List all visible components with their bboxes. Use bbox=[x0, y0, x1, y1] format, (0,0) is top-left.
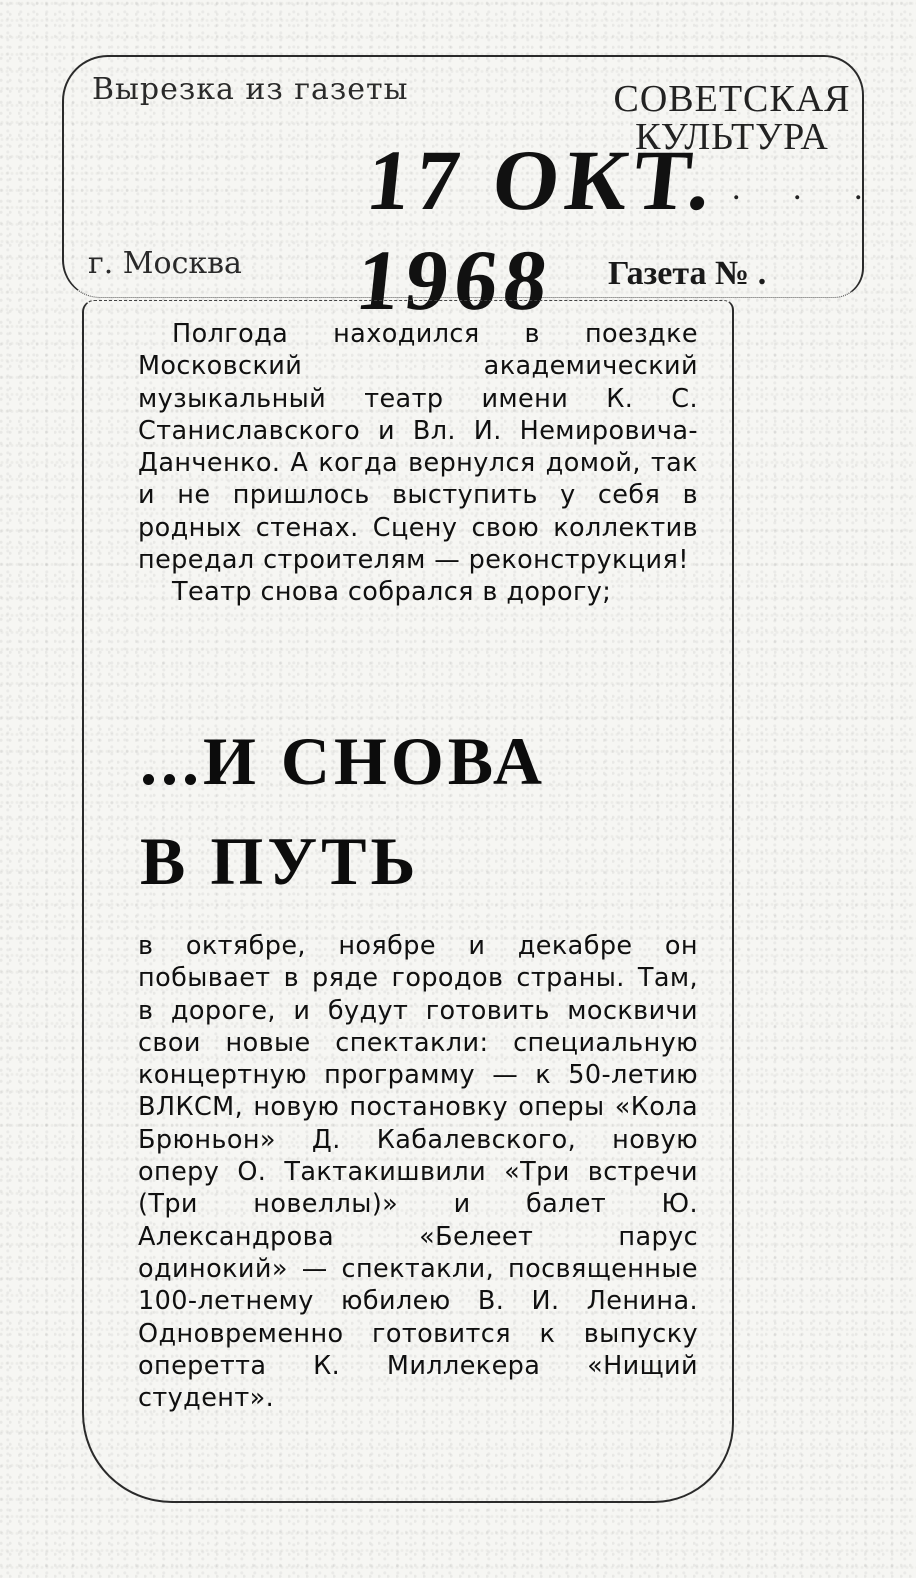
stamp-dots: . . . bbox=[732, 170, 885, 207]
lead-paragraph: Театр снова собрался в дорогу; bbox=[172, 577, 612, 608]
date-stamp: 17 ОКТ. 1968 bbox=[351, 132, 722, 328]
lead-paragraph: Полгода находился в поездке Московский академический музыкальный театр имени К. С. Станиславского и Вл. И. Немировича-Данченко. А когда вернулся домой, так и не пришлось выступить у себя в родных стенах. Сцену свою коллектив передал строителям — реконструкция! bbox=[138, 319, 698, 576]
article-body bbox=[138, 930, 698, 1414]
article-lead bbox=[138, 318, 698, 609]
newspaper-name-line1: СОВЕТСКАЯ bbox=[613, 78, 851, 120]
issue-value: . bbox=[757, 255, 767, 292]
body-paragraph: в октябре, ноябре и декабре он побывает в ряде городов страны. Там, в дороге, и будут готовить москвичи свои новые спектакли: специальную концертную программу — к 50-летию ВЛКСМ, новую постановку оперы «Кола Брюньон» Д. Кабалевского, новую оперу О. Тактакишвили «Три встречи (Три новеллы)» и балет Ю. Александрова «Белеет парус одинокий» — спектакли, посвященные 100-летнему юбилею В. И. Ленина. Одновременно готовится к выпуску оперетта К. Миллекера «Нищий студент». bbox=[138, 931, 698, 1414]
clipping-label: Вырезка из газеты bbox=[92, 72, 409, 107]
issue-number bbox=[608, 255, 766, 293]
newspaper-name-line2: КУЛЬТУРА bbox=[635, 116, 829, 158]
headline-line-1: ...И СНОВА bbox=[140, 723, 546, 799]
headline-line-2: В ПУТЬ bbox=[140, 823, 420, 899]
city-label: г. Москва bbox=[88, 246, 242, 281]
issue-label: Газета № bbox=[608, 255, 750, 292]
